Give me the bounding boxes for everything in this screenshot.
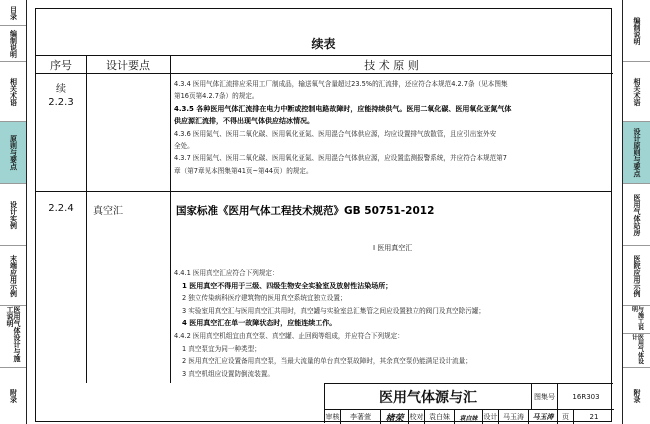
row1-number-code: 2.2.3 (48, 97, 74, 108)
checker-name: 袁白妹 (425, 410, 455, 424)
left-tab-bar (0, 0, 27, 424)
right-tab-principles[interactable]: 设计原则与要点 (623, 122, 650, 184)
right-tab-appendix[interactable]: 附录 (633, 389, 641, 403)
drawing-title: 医用气体源与汇 (325, 384, 532, 410)
principle-line: 1 真空泵宜为同一种类型； (182, 344, 261, 353)
principle-line: 第16页第4.2.7条）的规定。 (174, 92, 259, 101)
row1-principles (174, 78, 511, 177)
left-tab-toc[interactable]: 目录 (0, 0, 26, 26)
right-tab-gas-station[interactable]: 医用气体站房 (623, 184, 650, 246)
principle-line: 4.3.6 医用氮气、医用二氧化碳、医用氧化亚氮、医用混合气体供应源，均应设置排气放散管，且应引出室外安 (174, 129, 497, 138)
column-divider (86, 56, 87, 383)
principle-line: 3 实验室用真空汇与医用真空汇共用时，真空罐与实验室总汇集管之间应设置独立的阀门及真空除污罐； (182, 306, 486, 315)
right-tab-construction-notes[interactable]: 与施工说明 (623, 306, 650, 334)
principle-line: 3 真空机组应设置防倒流装置。 (182, 369, 275, 378)
header-key: 设计要点 (86, 56, 170, 74)
principle-line: 章（第7章见本图集第41页~第44页）的规定。 (174, 166, 313, 175)
principle-line: 4.4.1 医用真空汇应符合下列规定： (174, 269, 279, 277)
right-tab-bar (622, 0, 650, 424)
principle-line: 4.3.7 医用氮气、医用二氧化碳、医用氧化亚氮、医用混合气体供应源，应设置监测报警系统，并应符合本规范第7 (174, 154, 507, 163)
sheet-title: 续表 (36, 9, 611, 56)
row-divider (36, 191, 611, 192)
review-label: 审核 (325, 410, 341, 424)
right-tab-hospital-examples[interactable]: 医院应用示例 (623, 246, 650, 306)
right-tab-compile-notes[interactable]: 编制说明 (623, 0, 650, 62)
principle-line: 4.3.4 医用气体汇流排应采用工厂制成品，输送氧气含量超过23.5%的汇流排，还应符合本规范4.2.7条（见本图集 (174, 80, 508, 88)
right-tab-gas-design[interactable]: 医用气体设计 (623, 334, 650, 368)
left-tab-terms[interactable]: 相关术语 (0, 62, 26, 122)
left-tab-design-construction[interactable]: 医用气体设计与施工说明 (0, 306, 26, 368)
page-number: 21 (589, 413, 599, 421)
reviewer-signature: 楮荣 (381, 410, 409, 424)
title-block (324, 383, 613, 423)
principle-line: 2 医用真空汇应设置备用真空泵，当最大流量的单台真空泵故障时，其余真空泵仍能满足设计流量； (182, 357, 472, 366)
principle-line-bold: 供应源汇流排，不得出现气体供应结冰情况。 (174, 117, 314, 126)
drawing-frame (35, 8, 612, 422)
row1-number (36, 83, 86, 109)
principle-line: 全处。 (174, 142, 194, 151)
row1-number-prefix: 续 (56, 84, 66, 95)
principle-line: 2 独立传染病科医疗建筑物的医用真空系统宜独立设置； (182, 294, 347, 303)
left-tab-appendix[interactable]: 附录 (9, 389, 18, 403)
principle-line-bold: 4 医用真空汇在单一故障状态时，应能连续工作。 (182, 319, 337, 328)
header-num: 序号 (36, 56, 86, 74)
checker-signature: 袁白妹 (455, 410, 483, 424)
designer-signature: 马玉涛 (529, 410, 558, 424)
principle-line: 4.4.2 医用真空机组宜由真空泵、真空罐、止回阀等组成，并应符合下列规定： (174, 331, 404, 340)
right-tab-terms[interactable]: 相关术语 (623, 62, 650, 122)
page-label: 页 (558, 410, 574, 424)
row2-principles (174, 267, 485, 380)
left-tab-design-examples[interactable]: 设计实例 (0, 184, 26, 246)
principle-line-bold: 4.3.5 各种医用气体汇流排在电力中断或控制电路故障时，应能持续供气。医用二氧化碳、医用氧化亚氮气体 (174, 104, 512, 113)
left-tab-compile-notes[interactable]: 编制说明 (0, 26, 26, 62)
standard-title: 国家标准《医用气体工程技术规范》GB 50751-2012 (176, 205, 435, 217)
header-principle: 技 术 原 则 (170, 56, 613, 74)
row2-key-point: 真空汇 (93, 206, 123, 217)
left-tab-terminal-examples[interactable]: 末端应用示例 (0, 246, 26, 306)
principle-line-bold: 1 医用真空不得用于三级、四级生物安全实验室及放射性沾染场所； (182, 281, 393, 290)
section-heading: I 医用真空汇 (373, 244, 413, 252)
designer-name: 马玉涛 (499, 410, 529, 424)
reviewer-name: 李著萱 (341, 410, 381, 424)
design-label: 设计 (483, 410, 499, 424)
check-label: 校对 (409, 410, 425, 424)
atlas-number: 16R303 (558, 384, 614, 410)
left-tab-principles[interactable]: 原则与要点 (0, 122, 26, 184)
column-divider (170, 56, 171, 383)
atlas-label: 图集号 (532, 384, 558, 410)
row2-number: 2.2.4 (48, 203, 74, 214)
